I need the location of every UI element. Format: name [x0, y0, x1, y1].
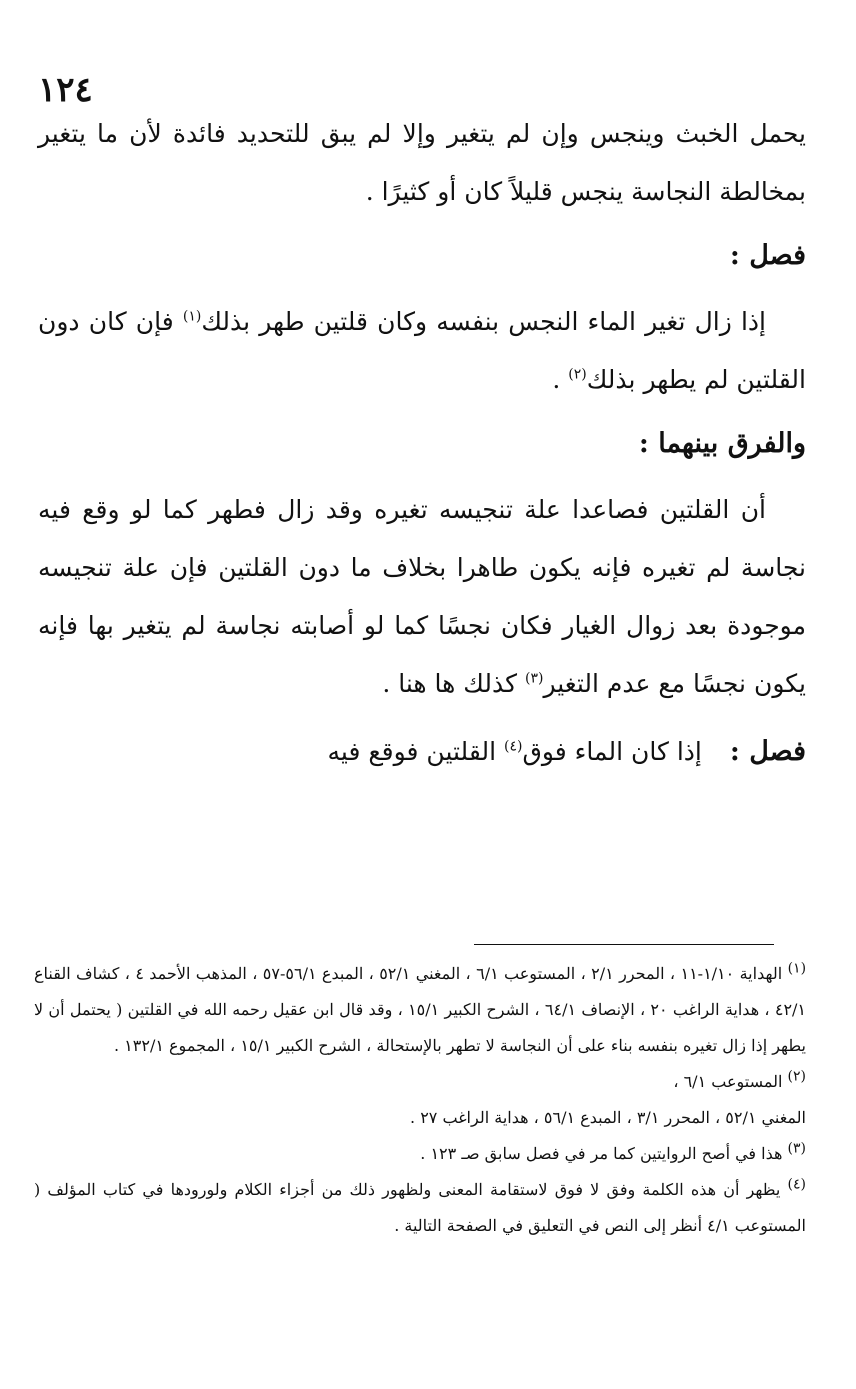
- section-heading-difference: والفرق بينهما :: [638, 428, 806, 459]
- paragraph-2-text-b: فإن كان دون القلتين لم يطهر بذلك: [38, 307, 806, 394]
- paragraph-2-text-c: .: [552, 365, 569, 394]
- footnote-ref-4[interactable]: (٤): [503, 738, 523, 755]
- footnote-2-marker: (٢): [787, 1068, 806, 1085]
- footnote-1-marker: (١): [787, 960, 807, 977]
- final-section-text-a: إذا كان الماء فوق: [522, 737, 702, 766]
- footnote-ref-3[interactable]: (٣): [524, 670, 544, 687]
- final-section-text-b: القلتين فوقع فيه: [327, 737, 504, 766]
- final-section-text: [328, 723, 702, 781]
- paragraph-1: يحمل الخبث وينجس وإن لم يتغير وإلا لم يبق للتحديد فائدة لأن ما يتغير بمخالطة النجاسة ينجس قليلاً كان أو كثيرًا .: [38, 119, 806, 206]
- footnote-2-line-1: المستوعب ٦/١ ،: [673, 1072, 788, 1091]
- main-text: [38, 105, 806, 781]
- footnote-separator: [474, 944, 774, 945]
- section-heading-fasl-2: فصل :: [729, 736, 806, 767]
- footnote-3: [34, 1136, 806, 1172]
- footnote-4: [34, 1172, 806, 1244]
- footnote-4-marker: (٤): [787, 1176, 807, 1193]
- footnote-3-marker: (٣): [787, 1140, 806, 1157]
- footnote-1: [34, 956, 806, 1064]
- paragraph-2: [38, 293, 806, 409]
- footnote-1-rest: كشاف القناع ٤٢/١ ، هداية الراغب ٢٠ ، الإنصاف ٦٤/١ ، الشرح الكبير ١٥/١ ، وقد قال ابن عقيل رحمه الله في القلتين ( يحتمل أن لا يطهر إذا زال تغيره بنفسه بناء على أن النجاسة لا تطهر بالإستحالة ، الشرح الكبير ١٥/١ ، المجموع ١٣٢/١ .: [34, 964, 807, 1055]
- footnote-ref-2[interactable]: (٢): [568, 366, 587, 383]
- section-heading-fasl: فصل :: [729, 240, 806, 271]
- page-number: ١٢٤: [38, 70, 93, 110]
- footnote-1-line-1: الهداية ١/١٠-١١ ، المحرر ٢/١ ، المستوعب ٦/١ ، المغني ٥٢/١ ، المبدع ٥٦/١-٥٧ ، المذهب الأحمد ٤ ،: [124, 964, 788, 983]
- final-section: [38, 723, 806, 781]
- paragraph-2-text-a: إذا زال تغير الماء النجس بنفسه وكان قلتين طهر بذلك: [201, 307, 766, 336]
- footnote-3-text: هذا في أصح الروايتين كما مر في فصل سابق صـ ١٢٣ .: [420, 1144, 788, 1163]
- footnote-4-text: يظهر أن هذه الكلمة وفق لا فوق لاستقامة المعنى ولظهور ذلك من أجزاء الكلام ولورودها في كتاب المؤلف ( المستوعب ٤/١ أنظر إلى النص في التعليق في الصفحة التالية .: [34, 1180, 806, 1235]
- footnote-ref-1[interactable]: (١): [182, 308, 202, 325]
- paragraph-3-text-a: أن القلتين فصاعدا علة تنجيسه تغيره وقد زال فطهر كما لو وقع فيه نجاسة لم تغيره فإنه يكون طاهرا بخلاف ما دون القلتين فإن علة تنجيسه موجودة بعد زوال الغيار فكان نجسًا كما لو أصابته نجاسة لم يتغير بها فإنه يكون نجسًا مع عدم التغير: [38, 495, 806, 698]
- paragraph-3-text-b: كذلك ها هنا .: [382, 669, 525, 698]
- footnote-2-continued: المغني ٥٢/١ ، المحرر ٣/١ ، المبدع ٥٦/١ ، هداية الراغب ٢٧ .: [410, 1108, 806, 1127]
- footnote-2: [34, 1064, 806, 1100]
- paragraph-3: [38, 481, 806, 713]
- footnotes: [34, 956, 806, 1244]
